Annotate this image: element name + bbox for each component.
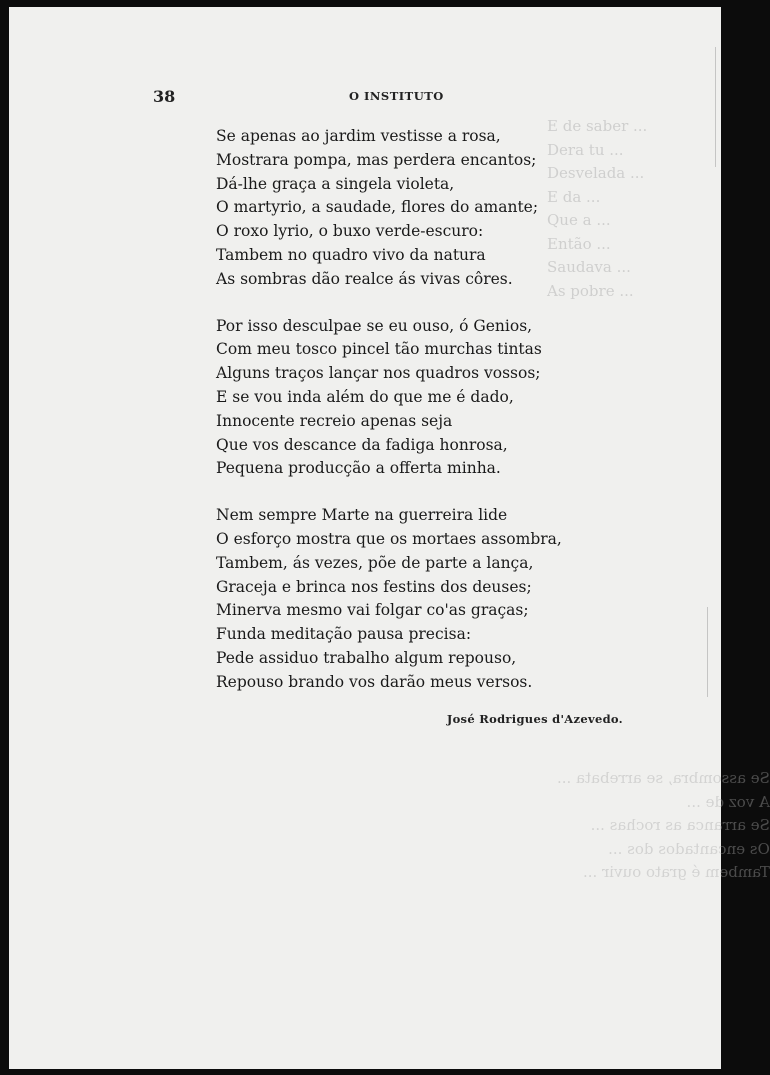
verse-line: Se apenas ao jardim vestisse a rosa, bbox=[216, 127, 501, 145]
verse-line: Graceja e brinca nos festins dos deuses; bbox=[216, 577, 532, 596]
verse-line: As sombras dão realce ás vivas côres. bbox=[216, 269, 513, 288]
verse-line: O esforço mostra que os mortaes assombra, bbox=[216, 529, 562, 548]
verse-line: Nem sempre Marte na guerreira lide bbox=[216, 506, 508, 525]
verse-line: Pede assiduo trabalho algum repouso, bbox=[216, 648, 517, 667]
verse-line: Tambem no quadro vivo da natura bbox=[216, 245, 486, 264]
verse-line: O roxo lyrio, o buxo verde-escuro: bbox=[216, 222, 484, 241]
page-edge-mark bbox=[707, 607, 708, 697]
verse-line: O martyrio, a saudade, flores do amante; bbox=[216, 198, 539, 217]
verse-line: Dá-lhe graça a singela violeta, bbox=[216, 174, 455, 193]
book-page bbox=[9, 7, 770, 1069]
poem-body bbox=[216, 125, 696, 695]
verse-line: Funda meditação pausa precisa: bbox=[216, 625, 472, 644]
bleed-through-lower: Se assombra, se arrebata ... A voz de ... Se arranca as rochas ... Os encantados dos ... Tambem é grato ouvir ... bbox=[557, 769, 770, 881]
stanza-1 bbox=[216, 125, 696, 292]
verse-line: Repouso brando vos darão meus versos. bbox=[216, 672, 533, 691]
verse-line: Pequena producção a offerta minha. bbox=[216, 459, 501, 478]
verse-line: Alguns traços lançar nos quadros vossos; bbox=[216, 364, 541, 383]
page-edge-mark bbox=[715, 47, 716, 167]
running-title: O INSTITUTO bbox=[349, 89, 444, 103]
verse-line: Que vos descance da fadiga honrosa, bbox=[216, 435, 508, 454]
stanza-2 bbox=[216, 315, 696, 482]
page-number: 38 bbox=[153, 87, 176, 106]
verse-line: Minerva mesmo vai folgar co'as graças; bbox=[216, 601, 529, 620]
verse-line: Com meu tosco pincel tão murchas tintas bbox=[216, 340, 542, 359]
bleed-through-upper: E de saber ... Dera tu ... Desvelada ... E da ... Que a ... Então ... Saudava ... As pobre ... bbox=[547, 117, 648, 300]
verse-line: Tambem, ás vezes, põe de parte a lança, bbox=[216, 553, 534, 572]
verse-line: Innocente recreio apenas seja bbox=[216, 411, 453, 430]
verse-line: Por isso desculpae se eu ouso, ó Genios, bbox=[216, 316, 533, 335]
stanza-3 bbox=[216, 504, 696, 694]
author-signature: José Rodrigues d'Azevedo. bbox=[446, 712, 623, 726]
verse-line: Mostrara pompa, mas perdera encantos; bbox=[216, 150, 537, 169]
verse-line: E se vou inda além do que me é dado, bbox=[216, 387, 514, 406]
